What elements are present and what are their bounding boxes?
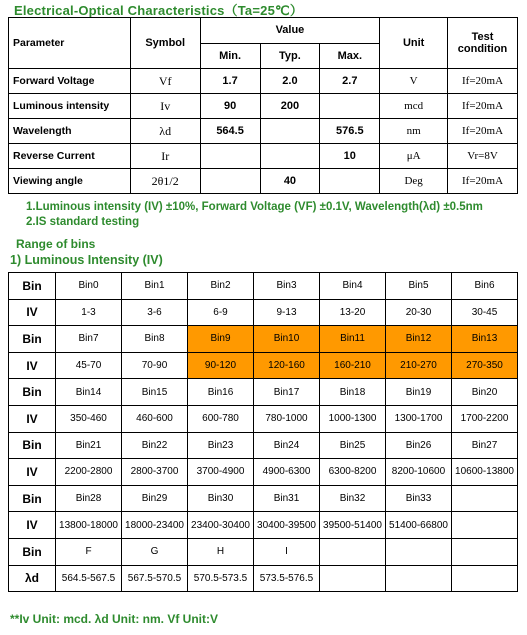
bins-cell: I [254,538,320,565]
bins-cell: 3700-4900 [188,459,254,486]
bins-row [9,512,518,539]
bins-cell: Bin20 [452,379,518,406]
max-header: Max. [320,43,380,69]
bins-cell [320,565,386,592]
unit-cell: μA [380,144,448,169]
bins-row-label: Bin [9,432,56,459]
bins-cell: 1-3 [56,299,122,326]
parameter-cell: Luminous intensity [9,94,131,119]
bins-cell: 210-270 [386,352,452,379]
bins-cell: 20-30 [386,299,452,326]
min-header: Min. [200,43,260,69]
bins-cell: 45-70 [56,352,122,379]
bins-cell [452,538,518,565]
bins-cell: Bin27 [452,432,518,459]
bins-cell: 120-160 [254,352,320,379]
bins-cell: Bin9 [188,326,254,353]
bins-row-label: IV [9,405,56,432]
spec-row [9,94,518,119]
symbol-cell: Ir [130,144,200,169]
spec-header-row [9,18,518,44]
bins-cell: 1300-1700 [386,405,452,432]
bins-row [9,432,518,459]
bins-row-label: IV [9,352,56,379]
bins-cell: Bin5 [386,273,452,300]
bins-cell: Bin17 [254,379,320,406]
bins-cell: Bin33 [386,485,452,512]
bins-row-label: Bin [9,326,56,353]
parameter-cell: Forward Voltage [9,69,131,94]
bins-cell: 23400-30400 [188,512,254,539]
bins-cell: Bin30 [188,485,254,512]
bins-cell [386,538,452,565]
bins-cell [386,565,452,592]
bins-row [9,352,518,379]
bins-cell: Bin23 [188,432,254,459]
max-cell: 2.7 [320,69,380,94]
bins-row-label: Bin [9,273,56,300]
spec-row [9,169,518,194]
bins-table [8,272,518,592]
typ-cell: 2.0 [260,69,320,94]
range-of-bins-title: Range of bins [16,237,96,251]
symbol-cell: 2θ1/2 [130,169,200,194]
test-condition-cell: If=20mA [448,69,518,94]
bins-cell: Bin29 [122,485,188,512]
bins-cell: Bin3 [254,273,320,300]
bins-cell: Bin12 [386,326,452,353]
bins-cell: 8200-10600 [386,459,452,486]
unit-cell: nm [380,119,448,144]
bins-cell: Bin7 [56,326,122,353]
bins-cell: Bin26 [386,432,452,459]
test-condition-cell: If=20mA [448,94,518,119]
test-condition-cell: If=20mA [448,119,518,144]
bins-cell: F [56,538,122,565]
page-title: Electrical-Optical Characteristics（Ta=25℃） [14,3,304,18]
luminous-intensity-title: 1) Luminous Intensity (IV) [10,253,163,267]
spec-row [9,69,518,94]
bins-cell: 567.5-570.5 [122,565,188,592]
bins-cell: 6300-8200 [320,459,386,486]
bins-cell: H [188,538,254,565]
typ-header: Typ. [260,43,320,69]
bins-cell: 2200-2800 [56,459,122,486]
bins-cell [452,565,518,592]
typ-cell: 40 [260,169,320,194]
bins-row [9,299,518,326]
bins-cell: Bin28 [56,485,122,512]
typ-cell: 200 [260,94,320,119]
bins-cell: 70-90 [122,352,188,379]
bins-cell: Bin25 [320,432,386,459]
parameter-header: Parameter [9,18,131,69]
bins-cell: Bin13 [452,326,518,353]
units-footnote: **Iv Unit: mcd. λd Unit: nm. Vf Unit:V [10,612,219,626]
bins-cell: 600-780 [188,405,254,432]
bins-row [9,405,518,432]
bins-cell [452,485,518,512]
parameter-cell: Wavelength [9,119,131,144]
symbol-cell: λd [130,119,200,144]
bins-cell: 9-13 [254,299,320,326]
bins-cell: Bin11 [320,326,386,353]
bins-cell: Bin31 [254,485,320,512]
bins-cell: 10600-13800 [452,459,518,486]
bins-row [9,326,518,353]
bins-cell: Bin4 [320,273,386,300]
test-condition-header: Test condition [448,18,518,69]
bins-cell: 13-20 [320,299,386,326]
bins-cell: G [122,538,188,565]
bins-cell: 564.5-567.5 [56,565,122,592]
min-cell: 90 [200,94,260,119]
symbol-cell: Iv [130,94,200,119]
bins-row [9,565,518,592]
bins-cell: Bin14 [56,379,122,406]
bins-row-label: IV [9,512,56,539]
parameter-cell: Reverse Current [9,144,131,169]
bins-cell: 39500-51400 [320,512,386,539]
bins-cell: 6-9 [188,299,254,326]
bins-cell: 350-460 [56,405,122,432]
bins-row [9,273,518,300]
bins-cell: Bin2 [188,273,254,300]
test-condition-cell: Vr=8V [448,144,518,169]
bins-cell: 90-120 [188,352,254,379]
bins-cell: 4900-6300 [254,459,320,486]
bins-cell: Bin10 [254,326,320,353]
bins-row-label: Bin [9,485,56,512]
max-cell: 576.5 [320,119,380,144]
bins-cell: Bin19 [386,379,452,406]
bins-cell: 18000-23400 [122,512,188,539]
bins-row-label: IV [9,299,56,326]
bins-cell: 13800-18000 [56,512,122,539]
bins-cell [320,538,386,565]
bins-cell: Bin6 [452,273,518,300]
parameter-cell: Viewing angle [9,169,131,194]
max-cell: 10 [320,144,380,169]
bins-row [9,379,518,406]
bins-cell: 30400-39500 [254,512,320,539]
bins-row [9,485,518,512]
bins-cell: 460-600 [122,405,188,432]
bins-cell: Bin1 [122,273,188,300]
unit-header: Unit [380,18,448,69]
spec-table [8,17,518,194]
symbol-cell: Vf [130,69,200,94]
unit-cell: Deg [380,169,448,194]
bins-row-label: IV [9,459,56,486]
bins-cell: 2800-3700 [122,459,188,486]
bins-cell: Bin24 [254,432,320,459]
bins-row-label: λd [9,565,56,592]
value-header: Value [200,18,380,44]
bins-cell: Bin32 [320,485,386,512]
test-condition-cell: If=20mA [448,169,518,194]
spec-row [9,119,518,144]
bins-cell: Bin0 [56,273,122,300]
bins-cell: Bin22 [122,432,188,459]
max-cell [320,169,380,194]
bins-cell: 573.5-576.5 [254,565,320,592]
unit-cell: V [380,69,448,94]
bins-cell: 780-1000 [254,405,320,432]
bins-cell: Bin8 [122,326,188,353]
typ-cell [260,144,320,169]
min-cell: 1.7 [200,69,260,94]
max-cell [320,94,380,119]
min-cell: 564.5 [200,119,260,144]
bins-cell: 51400-66800 [386,512,452,539]
spec-row [9,144,518,169]
bins-cell: Bin18 [320,379,386,406]
bins-cell: Bin15 [122,379,188,406]
bins-cell: 570.5-573.5 [188,565,254,592]
bins-cell: 3-6 [122,299,188,326]
bins-cell: 1700-2200 [452,405,518,432]
typ-cell [260,119,320,144]
symbol-header: Symbol [130,18,200,69]
unit-cell: mcd [380,94,448,119]
bins-cell: Bin16 [188,379,254,406]
notes [26,200,483,230]
note-item: 1.Luminous intensity (IV) ±10%, Forward Voltage (VF) ±0.1V, Wavelength(λd) ±0.5nm [26,201,483,213]
min-cell [200,169,260,194]
bins-cell: 1000-1300 [320,405,386,432]
bins-cell [452,512,518,539]
bins-row [9,538,518,565]
bins-row [9,459,518,486]
bins-cell: 30-45 [452,299,518,326]
min-cell [200,144,260,169]
note-item: 2.IS standard testing [26,216,140,228]
bins-cell: 270-350 [452,352,518,379]
bins-cell: Bin21 [56,432,122,459]
bins-row-label: Bin [9,538,56,565]
bins-cell: 160-210 [320,352,386,379]
bins-row-label: Bin [9,379,56,406]
